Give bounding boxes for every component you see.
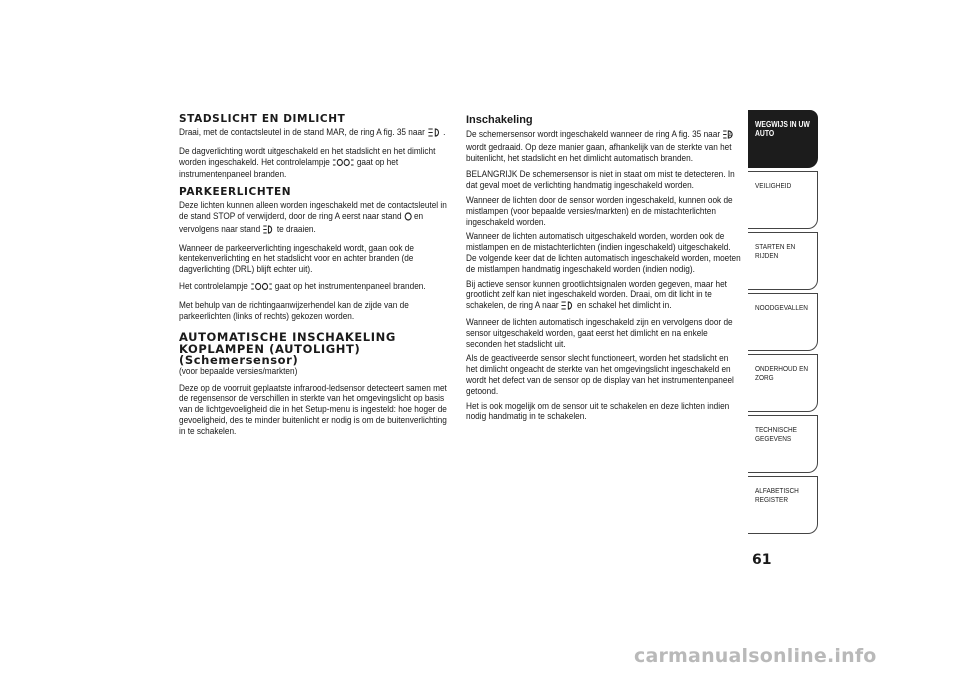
tab-starten-en-rijden[interactable] bbox=[748, 232, 818, 290]
text: Deze lichten kunnen alleen worden ingeschakeld met de contactsleutel in de stand STOP of verwijderd, door de ring A eerst naar stand bbox=[179, 200, 447, 222]
svg-text:A: A bbox=[728, 132, 733, 139]
text: Bij actieve sensor kunnen grootlichtsignalen worden gegeven, maar het grootlicht zelf kan niet ingeschakeld worden. Draai, om dit licht in te schakelen, de ring A naar bbox=[466, 278, 727, 312]
tab-label: ONDERHOUD EN ZORG bbox=[755, 364, 809, 382]
subtitle: (voor bepaalde versies/markten) bbox=[179, 365, 298, 377]
position-lights-icon bbox=[332, 158, 354, 171]
text: te draaien. bbox=[276, 223, 316, 235]
paragraph: Wanneer de lichten automatisch uitgeschakeld worden, worden ook de mistlampen en de mistachterlichten (indien ingeschakeld) uitgeschakeld. De volgende keer dat de lichten automatisch ingeschakeld worden, moeten de mistlampen handmatig ingeschakeld worden (indien nodig). bbox=[466, 231, 741, 275]
section-title-autolight bbox=[179, 332, 451, 367]
paragraph: Het is ook mogelijk om de sensor uit te schakelen en deze lichten indien nodig handmatig in te schakelen. bbox=[466, 400, 730, 423]
low-beam-icon bbox=[561, 301, 575, 314]
tab-label: ALFABETISCH REGISTER bbox=[755, 486, 799, 504]
subsection-title: Inschakeling bbox=[466, 114, 533, 126]
title-line: KOPLAMPEN (AUTOLIGHT) bbox=[179, 341, 361, 356]
right-column bbox=[466, 114, 742, 427]
text: en vervolgens naar stand bbox=[179, 210, 424, 235]
paragraph bbox=[179, 282, 450, 295]
paragraph: Wanneer de parkeerverlichting ingeschakeld wordt, gaan ook de kentekenverlichting en het stadslicht voor en achter branden (de dagverlichting (DRL) blijft echter uit). bbox=[179, 242, 414, 276]
section-title-parkeerlichten: PARKEERLICHTEN bbox=[179, 186, 292, 199]
watermark: carmanualsonline.info bbox=[634, 645, 877, 667]
paragraph: Deze op de voorruit geplaatste infrarood-ledsensor detecteert samen met de regensensor de verschillen in sterkte van het omgevingslicht op basis van de lichtgevoeligheid die in het Setup-menu is ingesteld: hoe hoger de gevoeligheid, des te minder buitenlicht er nodig is om de buitenverlichting in te schakelen. bbox=[179, 382, 447, 437]
tab-alfabetisch-register[interactable] bbox=[748, 476, 818, 534]
section-title-stadslicht: STADSLICHT EN DIMLICHT bbox=[179, 113, 346, 125]
text: Draai, met de contactsleutel in de stand MAR, de ring A fig. 35 naar bbox=[179, 127, 425, 138]
tab-label: TECHNISCHE GEGEVENS bbox=[755, 425, 797, 443]
paragraph bbox=[179, 201, 450, 237]
chapter-tabs bbox=[748, 110, 818, 537]
tab-label: VEILIGHEID bbox=[755, 181, 792, 190]
tab-veiligheid[interactable] bbox=[748, 171, 818, 229]
title-line: AUTOMATISCHE INSCHAKELING bbox=[179, 330, 396, 345]
text: wordt gedraaid. Op deze manier gaan, afhankelijk van de sterkte van het buitenlicht, het stadslicht en het dimlicht automatisch branden. bbox=[466, 141, 732, 164]
paragraph bbox=[179, 147, 450, 181]
tab-onderhoud[interactable] bbox=[748, 354, 818, 412]
tab-wegwijs[interactable] bbox=[748, 110, 818, 168]
tab-label: STARTEN EN RIJDEN bbox=[755, 242, 796, 260]
text: De dagverlichting wordt uitgeschakeld en het stadslicht en het dimlicht worden ingeschakeld. Het controlelampje bbox=[179, 145, 436, 168]
text: . bbox=[443, 127, 446, 138]
parking-lights-indicator-icon bbox=[250, 282, 272, 295]
title-line: (Schemersensor) bbox=[179, 353, 299, 368]
paragraph: BELANGRIJK De schemersensor is niet in staat om mist te detecteren. In dat geval moet de verlichting handmatig ingeschakeld worden. bbox=[466, 169, 735, 192]
paragraph: Met behulp van de richtingaanwijzerhendel kan de zijde van de parkeerlichten (links of rechts) gekozen worden. bbox=[179, 299, 409, 322]
tab-noodgevallen[interactable] bbox=[748, 293, 818, 351]
paragraph bbox=[466, 280, 741, 314]
text: Het controlelampje bbox=[179, 280, 248, 292]
off-position-icon bbox=[404, 212, 412, 225]
paragraph: Als de geactiveerde sensor slecht functioneert, worden het stadslicht en het dimlicht ongeacht de sterkte van het omgevingslicht ingeschakeld en wordt het defect van de sensor op de display van het instrumentenpaneel getoond. bbox=[466, 353, 734, 397]
low-beam-icon bbox=[427, 128, 441, 141]
tab-label: WEGWIJS IN UW AUTO bbox=[755, 120, 810, 138]
tab-label: NOODGEVALLEN bbox=[755, 303, 808, 312]
text: en schakel het dimlicht in. bbox=[577, 300, 672, 312]
text: gaat op het instrumentenpaneel branden. bbox=[179, 156, 399, 181]
paragraph: Wanneer de lichten door de sensor worden ingeschakeld, kunnen ook de mistlampen (voor bepaalde versies/markten) en de mistachterlichten ingeschakeld worden. bbox=[466, 194, 733, 228]
parking-light-icon bbox=[262, 225, 274, 238]
paragraph bbox=[466, 130, 741, 164]
left-column bbox=[179, 114, 451, 444]
paragraph bbox=[179, 128, 450, 141]
tab-technische-gegevens[interactable] bbox=[748, 415, 818, 473]
text: De schemersensor wordt ingeschakeld wanneer de ring A fig. 35 naar bbox=[466, 129, 721, 140]
paragraph: Wanneer de lichten automatisch ingeschakeld zijn en vervolgens door de sensor uitgeschakeld worden, gaat eerst het dimlicht en na enkele seconden het stadslicht uit. bbox=[466, 316, 733, 350]
text: gaat op het instrumentenpaneel branden. bbox=[274, 280, 426, 292]
page-number: 61 bbox=[752, 552, 772, 568]
